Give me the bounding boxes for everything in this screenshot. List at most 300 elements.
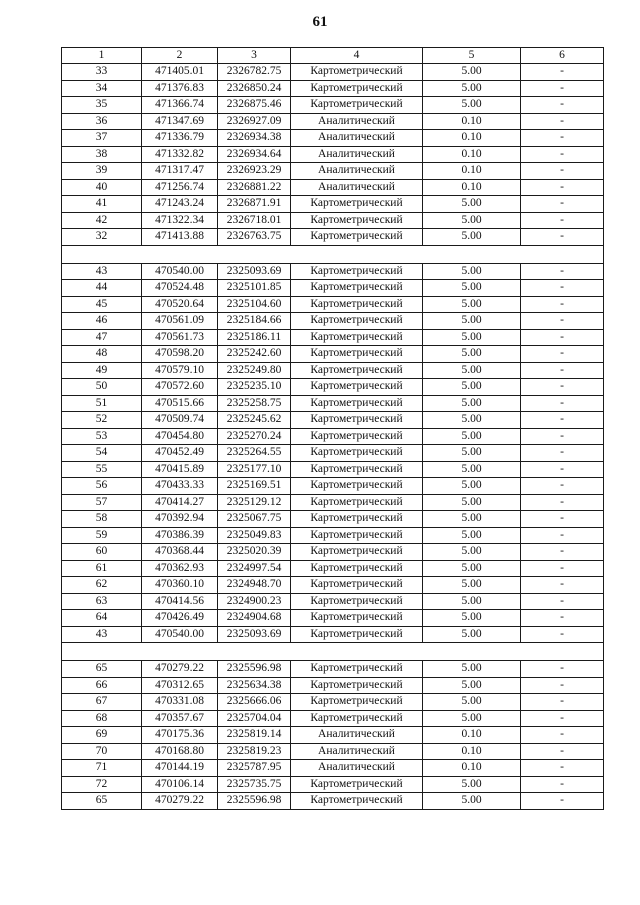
table-row bbox=[62, 196, 604, 213]
point-number-cell: 72 bbox=[62, 776, 142, 793]
header-col-6: 6 bbox=[521, 48, 604, 64]
note-cell: - bbox=[521, 146, 604, 163]
table-row bbox=[62, 113, 604, 130]
x-coordinate-cell: 470415.89 bbox=[142, 461, 218, 478]
y-coordinate-cell: 2325258.75 bbox=[218, 395, 291, 412]
x-coordinate-cell: 470392.94 bbox=[142, 511, 218, 528]
x-coordinate-cell: 470454.80 bbox=[142, 428, 218, 445]
table-row bbox=[62, 793, 604, 810]
accuracy-cell: 5.00 bbox=[423, 661, 521, 678]
x-coordinate-cell: 470279.22 bbox=[142, 661, 218, 678]
note-cell: - bbox=[521, 511, 604, 528]
note-cell: - bbox=[521, 743, 604, 760]
method-cell: Картометрический bbox=[291, 212, 423, 229]
point-number-cell: 70 bbox=[62, 743, 142, 760]
point-number-cell: 52 bbox=[62, 412, 142, 429]
table-row bbox=[62, 412, 604, 429]
table-row bbox=[62, 346, 604, 363]
accuracy-cell: 5.00 bbox=[423, 527, 521, 544]
point-number-cell: 59 bbox=[62, 527, 142, 544]
point-number-cell: 66 bbox=[62, 677, 142, 694]
header-col-3: 3 bbox=[218, 48, 291, 64]
point-number-cell: 65 bbox=[62, 793, 142, 810]
y-coordinate-cell: 2325245.62 bbox=[218, 412, 291, 429]
accuracy-cell: 0.10 bbox=[423, 743, 521, 760]
table-row bbox=[62, 727, 604, 744]
table-row bbox=[62, 661, 604, 678]
point-number-cell: 67 bbox=[62, 694, 142, 711]
table-row bbox=[62, 80, 604, 97]
point-number-cell: 68 bbox=[62, 710, 142, 727]
x-coordinate-cell: 470524.48 bbox=[142, 280, 218, 297]
note-cell: - bbox=[521, 727, 604, 744]
accuracy-cell: 5.00 bbox=[423, 577, 521, 594]
accuracy-cell: 5.00 bbox=[423, 560, 521, 577]
coordinates-table bbox=[61, 47, 604, 810]
y-coordinate-cell: 2325169.51 bbox=[218, 478, 291, 495]
x-coordinate-cell: 471376.83 bbox=[142, 80, 218, 97]
note-cell: - bbox=[521, 329, 604, 346]
accuracy-cell: 0.10 bbox=[423, 179, 521, 196]
method-cell: Картометрический bbox=[291, 428, 423, 445]
table-row bbox=[62, 163, 604, 180]
point-number-cell: 54 bbox=[62, 445, 142, 462]
x-coordinate-cell: 470598.20 bbox=[142, 346, 218, 363]
accuracy-cell: 5.00 bbox=[423, 793, 521, 810]
table-row bbox=[62, 296, 604, 313]
accuracy-cell: 5.00 bbox=[423, 461, 521, 478]
note-cell: - bbox=[521, 179, 604, 196]
method-cell: Картометрический bbox=[291, 511, 423, 528]
y-coordinate-cell: 2325666.06 bbox=[218, 694, 291, 711]
note-cell: - bbox=[521, 694, 604, 711]
point-number-cell: 71 bbox=[62, 760, 142, 777]
accuracy-cell: 5.00 bbox=[423, 710, 521, 727]
method-cell: Картометрический bbox=[291, 97, 423, 114]
x-coordinate-cell: 470360.10 bbox=[142, 577, 218, 594]
accuracy-cell: 5.00 bbox=[423, 263, 521, 280]
table-row bbox=[62, 577, 604, 594]
note-cell: - bbox=[521, 212, 604, 229]
method-cell: Картометрический bbox=[291, 677, 423, 694]
note-cell: - bbox=[521, 379, 604, 396]
y-coordinate-cell: 2326718.01 bbox=[218, 212, 291, 229]
x-coordinate-cell: 471243.24 bbox=[142, 196, 218, 213]
table-row bbox=[62, 212, 604, 229]
table-header-row bbox=[62, 48, 604, 64]
y-coordinate-cell: 2324904.68 bbox=[218, 610, 291, 627]
accuracy-cell: 0.10 bbox=[423, 130, 521, 147]
note-cell: - bbox=[521, 760, 604, 777]
x-coordinate-cell: 470106.14 bbox=[142, 776, 218, 793]
point-number-cell: 51 bbox=[62, 395, 142, 412]
table-row bbox=[62, 461, 604, 478]
table-row bbox=[62, 179, 604, 196]
method-cell: Картометрический bbox=[291, 412, 423, 429]
note-cell: - bbox=[521, 229, 604, 246]
y-coordinate-cell: 2326927.09 bbox=[218, 113, 291, 130]
method-cell: Картометрический bbox=[291, 379, 423, 396]
x-coordinate-cell: 471322.34 bbox=[142, 212, 218, 229]
method-cell: Картометрический bbox=[291, 196, 423, 213]
accuracy-cell: 5.00 bbox=[423, 626, 521, 643]
point-number-cell: 33 bbox=[62, 64, 142, 81]
method-cell: Картометрический bbox=[291, 793, 423, 810]
table-row bbox=[62, 146, 604, 163]
y-coordinate-cell: 2326934.38 bbox=[218, 130, 291, 147]
point-number-cell: 37 bbox=[62, 130, 142, 147]
method-cell: Картометрический bbox=[291, 395, 423, 412]
point-number-cell: 63 bbox=[62, 593, 142, 610]
y-coordinate-cell: 2324900.23 bbox=[218, 593, 291, 610]
y-coordinate-cell: 2325067.75 bbox=[218, 511, 291, 528]
y-coordinate-cell: 2325242.60 bbox=[218, 346, 291, 363]
x-coordinate-cell: 470515.66 bbox=[142, 395, 218, 412]
point-number-cell: 60 bbox=[62, 544, 142, 561]
note-cell: - bbox=[521, 776, 604, 793]
accuracy-cell: 5.00 bbox=[423, 313, 521, 330]
accuracy-cell: 5.00 bbox=[423, 511, 521, 528]
y-coordinate-cell: 2325184.66 bbox=[218, 313, 291, 330]
note-cell: - bbox=[521, 610, 604, 627]
point-number-cell: 44 bbox=[62, 280, 142, 297]
y-coordinate-cell: 2325270.24 bbox=[218, 428, 291, 445]
accuracy-cell: 5.00 bbox=[423, 677, 521, 694]
method-cell: Картометрический bbox=[291, 694, 423, 711]
note-cell: - bbox=[521, 677, 604, 694]
table-row bbox=[62, 64, 604, 81]
y-coordinate-cell: 2325735.75 bbox=[218, 776, 291, 793]
accuracy-cell: 5.00 bbox=[423, 229, 521, 246]
method-cell: Картометрический bbox=[291, 494, 423, 511]
point-number-cell: 46 bbox=[62, 313, 142, 330]
note-cell: - bbox=[521, 346, 604, 363]
table-row bbox=[62, 626, 604, 643]
y-coordinate-cell: 2325235.10 bbox=[218, 379, 291, 396]
method-cell: Аналитический bbox=[291, 743, 423, 760]
y-coordinate-cell: 2325596.98 bbox=[218, 661, 291, 678]
y-coordinate-cell: 2326763.75 bbox=[218, 229, 291, 246]
point-number-cell: 38 bbox=[62, 146, 142, 163]
note-cell: - bbox=[521, 395, 604, 412]
note-cell: - bbox=[521, 626, 604, 643]
method-cell: Аналитический bbox=[291, 146, 423, 163]
table-row bbox=[62, 229, 604, 246]
group-separator-row bbox=[62, 245, 604, 263]
method-cell: Картометрический bbox=[291, 710, 423, 727]
point-number-cell: 45 bbox=[62, 296, 142, 313]
table-row bbox=[62, 428, 604, 445]
note-cell: - bbox=[521, 661, 604, 678]
accuracy-cell: 5.00 bbox=[423, 428, 521, 445]
point-number-cell: 47 bbox=[62, 329, 142, 346]
x-coordinate-cell: 470572.60 bbox=[142, 379, 218, 396]
note-cell: - bbox=[521, 163, 604, 180]
y-coordinate-cell: 2325093.69 bbox=[218, 263, 291, 280]
page-number: 61 bbox=[312, 14, 328, 30]
note-cell: - bbox=[521, 280, 604, 297]
table-body bbox=[62, 64, 604, 810]
accuracy-cell: 5.00 bbox=[423, 212, 521, 229]
y-coordinate-cell: 2326850.24 bbox=[218, 80, 291, 97]
point-number-cell: 64 bbox=[62, 610, 142, 627]
header-col-5: 5 bbox=[423, 48, 521, 64]
table-row bbox=[62, 544, 604, 561]
method-cell: Картометрический bbox=[291, 626, 423, 643]
y-coordinate-cell: 2325129.12 bbox=[218, 494, 291, 511]
y-coordinate-cell: 2325104.60 bbox=[218, 296, 291, 313]
x-coordinate-cell: 471347.69 bbox=[142, 113, 218, 130]
method-cell: Картометрический bbox=[291, 362, 423, 379]
note-cell: - bbox=[521, 527, 604, 544]
note-cell: - bbox=[521, 113, 604, 130]
method-cell: Картометрический bbox=[291, 296, 423, 313]
note-cell: - bbox=[521, 97, 604, 114]
table-row bbox=[62, 494, 604, 511]
x-coordinate-cell: 471405.01 bbox=[142, 64, 218, 81]
method-cell: Картометрический bbox=[291, 346, 423, 363]
method-cell: Картометрический bbox=[291, 80, 423, 97]
note-cell: - bbox=[521, 263, 604, 280]
point-number-cell: 48 bbox=[62, 346, 142, 363]
note-cell: - bbox=[521, 544, 604, 561]
table-row bbox=[62, 445, 604, 462]
separator-cell bbox=[62, 643, 604, 661]
method-cell: Аналитический bbox=[291, 760, 423, 777]
table-row bbox=[62, 743, 604, 760]
method-cell: Картометрический bbox=[291, 313, 423, 330]
accuracy-cell: 5.00 bbox=[423, 412, 521, 429]
accuracy-cell: 5.00 bbox=[423, 362, 521, 379]
y-coordinate-cell: 2325177.10 bbox=[218, 461, 291, 478]
table-row bbox=[62, 610, 604, 627]
accuracy-cell: 0.10 bbox=[423, 163, 521, 180]
y-coordinate-cell: 2325634.38 bbox=[218, 677, 291, 694]
x-coordinate-cell: 470279.22 bbox=[142, 793, 218, 810]
table-row bbox=[62, 560, 604, 577]
point-number-cell: 32 bbox=[62, 229, 142, 246]
accuracy-cell: 5.00 bbox=[423, 296, 521, 313]
table-row bbox=[62, 280, 604, 297]
x-coordinate-cell: 470509.74 bbox=[142, 412, 218, 429]
accuracy-cell: 5.00 bbox=[423, 80, 521, 97]
x-coordinate-cell: 470175.36 bbox=[142, 727, 218, 744]
separator-cell bbox=[62, 245, 604, 263]
y-coordinate-cell: 2325049.83 bbox=[218, 527, 291, 544]
point-number-cell: 34 bbox=[62, 80, 142, 97]
x-coordinate-cell: 471317.47 bbox=[142, 163, 218, 180]
method-cell: Картометрический bbox=[291, 560, 423, 577]
point-number-cell: 39 bbox=[62, 163, 142, 180]
method-cell: Картометрический bbox=[291, 577, 423, 594]
x-coordinate-cell: 470433.33 bbox=[142, 478, 218, 495]
method-cell: Аналитический bbox=[291, 179, 423, 196]
x-coordinate-cell: 470362.93 bbox=[142, 560, 218, 577]
note-cell: - bbox=[521, 478, 604, 495]
accuracy-cell: 5.00 bbox=[423, 329, 521, 346]
note-cell: - bbox=[521, 710, 604, 727]
x-coordinate-cell: 470144.19 bbox=[142, 760, 218, 777]
point-number-cell: 35 bbox=[62, 97, 142, 114]
method-cell: Картометрический bbox=[291, 229, 423, 246]
method-cell: Картометрический bbox=[291, 527, 423, 544]
table-row bbox=[62, 362, 604, 379]
x-coordinate-cell: 470368.44 bbox=[142, 544, 218, 561]
point-number-cell: 69 bbox=[62, 727, 142, 744]
method-cell: Картометрический bbox=[291, 263, 423, 280]
method-cell: Картометрический bbox=[291, 610, 423, 627]
method-cell: Картометрический bbox=[291, 445, 423, 462]
note-cell: - bbox=[521, 445, 604, 462]
point-number-cell: 56 bbox=[62, 478, 142, 495]
method-cell: Аналитический bbox=[291, 163, 423, 180]
accuracy-cell: 5.00 bbox=[423, 610, 521, 627]
y-coordinate-cell: 2325020.39 bbox=[218, 544, 291, 561]
accuracy-cell: 5.00 bbox=[423, 694, 521, 711]
note-cell: - bbox=[521, 196, 604, 213]
y-coordinate-cell: 2325101.85 bbox=[218, 280, 291, 297]
table-row bbox=[62, 379, 604, 396]
y-coordinate-cell: 2325819.23 bbox=[218, 743, 291, 760]
table-row bbox=[62, 511, 604, 528]
table-row bbox=[62, 760, 604, 777]
x-coordinate-cell: 471332.82 bbox=[142, 146, 218, 163]
accuracy-cell: 5.00 bbox=[423, 280, 521, 297]
y-coordinate-cell: 2326923.29 bbox=[218, 163, 291, 180]
note-cell: - bbox=[521, 412, 604, 429]
y-coordinate-cell: 2325249.80 bbox=[218, 362, 291, 379]
accuracy-cell: 5.00 bbox=[423, 395, 521, 412]
x-coordinate-cell: 470386.39 bbox=[142, 527, 218, 544]
note-cell: - bbox=[521, 577, 604, 594]
x-coordinate-cell: 471256.74 bbox=[142, 179, 218, 196]
accuracy-cell: 5.00 bbox=[423, 544, 521, 561]
header-col-2: 2 bbox=[142, 48, 218, 64]
accuracy-cell: 5.00 bbox=[423, 776, 521, 793]
accuracy-cell: 5.00 bbox=[423, 445, 521, 462]
note-cell: - bbox=[521, 80, 604, 97]
accuracy-cell: 5.00 bbox=[423, 346, 521, 363]
accuracy-cell: 5.00 bbox=[423, 494, 521, 511]
accuracy-cell: 0.10 bbox=[423, 146, 521, 163]
accuracy-cell: 5.00 bbox=[423, 97, 521, 114]
x-coordinate-cell: 470426.49 bbox=[142, 610, 218, 627]
x-coordinate-cell: 470414.56 bbox=[142, 593, 218, 610]
table-row bbox=[62, 130, 604, 147]
x-coordinate-cell: 470540.00 bbox=[142, 626, 218, 643]
group-separator-row bbox=[62, 643, 604, 661]
y-coordinate-cell: 2325819.14 bbox=[218, 727, 291, 744]
point-number-cell: 53 bbox=[62, 428, 142, 445]
table-row bbox=[62, 776, 604, 793]
accuracy-cell: 5.00 bbox=[423, 196, 521, 213]
x-coordinate-cell: 470331.08 bbox=[142, 694, 218, 711]
table-row bbox=[62, 677, 604, 694]
method-cell: Аналитический bbox=[291, 727, 423, 744]
x-coordinate-cell: 470414.27 bbox=[142, 494, 218, 511]
x-coordinate-cell: 470452.49 bbox=[142, 445, 218, 462]
accuracy-cell: 0.10 bbox=[423, 113, 521, 130]
x-coordinate-cell: 470540.00 bbox=[142, 263, 218, 280]
point-number-cell: 36 bbox=[62, 113, 142, 130]
x-coordinate-cell: 470561.09 bbox=[142, 313, 218, 330]
accuracy-cell: 5.00 bbox=[423, 64, 521, 81]
x-coordinate-cell: 470561.73 bbox=[142, 329, 218, 346]
table-row bbox=[62, 97, 604, 114]
point-number-cell: 49 bbox=[62, 362, 142, 379]
accuracy-cell: 0.10 bbox=[423, 727, 521, 744]
method-cell: Картометрический bbox=[291, 478, 423, 495]
table-row bbox=[62, 710, 604, 727]
table-row bbox=[62, 478, 604, 495]
header-col-1: 1 bbox=[62, 48, 142, 64]
point-number-cell: 40 bbox=[62, 179, 142, 196]
point-number-cell: 43 bbox=[62, 626, 142, 643]
method-cell: Картометрический bbox=[291, 776, 423, 793]
y-coordinate-cell: 2324997.54 bbox=[218, 560, 291, 577]
method-cell: Картометрический bbox=[291, 280, 423, 297]
x-coordinate-cell: 470357.67 bbox=[142, 710, 218, 727]
x-coordinate-cell: 471413.88 bbox=[142, 229, 218, 246]
note-cell: - bbox=[521, 313, 604, 330]
x-coordinate-cell: 471366.74 bbox=[142, 97, 218, 114]
note-cell: - bbox=[521, 64, 604, 81]
note-cell: - bbox=[521, 593, 604, 610]
method-cell: Картометрический bbox=[291, 329, 423, 346]
table-row bbox=[62, 527, 604, 544]
table-row bbox=[62, 395, 604, 412]
table-row bbox=[62, 329, 604, 346]
y-coordinate-cell: 2325704.04 bbox=[218, 710, 291, 727]
y-coordinate-cell: 2326871.91 bbox=[218, 196, 291, 213]
y-coordinate-cell: 2326881.22 bbox=[218, 179, 291, 196]
method-cell: Картометрический bbox=[291, 461, 423, 478]
method-cell: Картометрический bbox=[291, 593, 423, 610]
note-cell: - bbox=[521, 130, 604, 147]
accuracy-cell: 0.10 bbox=[423, 760, 521, 777]
table-row bbox=[62, 263, 604, 280]
method-cell: Аналитический bbox=[291, 130, 423, 147]
x-coordinate-cell: 471336.79 bbox=[142, 130, 218, 147]
y-coordinate-cell: 2326782.75 bbox=[218, 64, 291, 81]
point-number-cell: 58 bbox=[62, 511, 142, 528]
point-number-cell: 41 bbox=[62, 196, 142, 213]
note-cell: - bbox=[521, 296, 604, 313]
method-cell: Картометрический bbox=[291, 661, 423, 678]
method-cell: Картометрический bbox=[291, 64, 423, 81]
point-number-cell: 65 bbox=[62, 661, 142, 678]
note-cell: - bbox=[521, 793, 604, 810]
x-coordinate-cell: 470312.65 bbox=[142, 677, 218, 694]
note-cell: - bbox=[521, 560, 604, 577]
note-cell: - bbox=[521, 362, 604, 379]
y-coordinate-cell: 2326875.46 bbox=[218, 97, 291, 114]
x-coordinate-cell: 470579.10 bbox=[142, 362, 218, 379]
accuracy-cell: 5.00 bbox=[423, 478, 521, 495]
accuracy-cell: 5.00 bbox=[423, 593, 521, 610]
y-coordinate-cell: 2325093.69 bbox=[218, 626, 291, 643]
x-coordinate-cell: 470168.80 bbox=[142, 743, 218, 760]
point-number-cell: 61 bbox=[62, 560, 142, 577]
y-coordinate-cell: 2324948.70 bbox=[218, 577, 291, 594]
x-coordinate-cell: 470520.64 bbox=[142, 296, 218, 313]
accuracy-cell: 5.00 bbox=[423, 379, 521, 396]
note-cell: - bbox=[521, 461, 604, 478]
y-coordinate-cell: 2326934.64 bbox=[218, 146, 291, 163]
y-coordinate-cell: 2325596.98 bbox=[218, 793, 291, 810]
point-number-cell: 50 bbox=[62, 379, 142, 396]
table-row bbox=[62, 313, 604, 330]
